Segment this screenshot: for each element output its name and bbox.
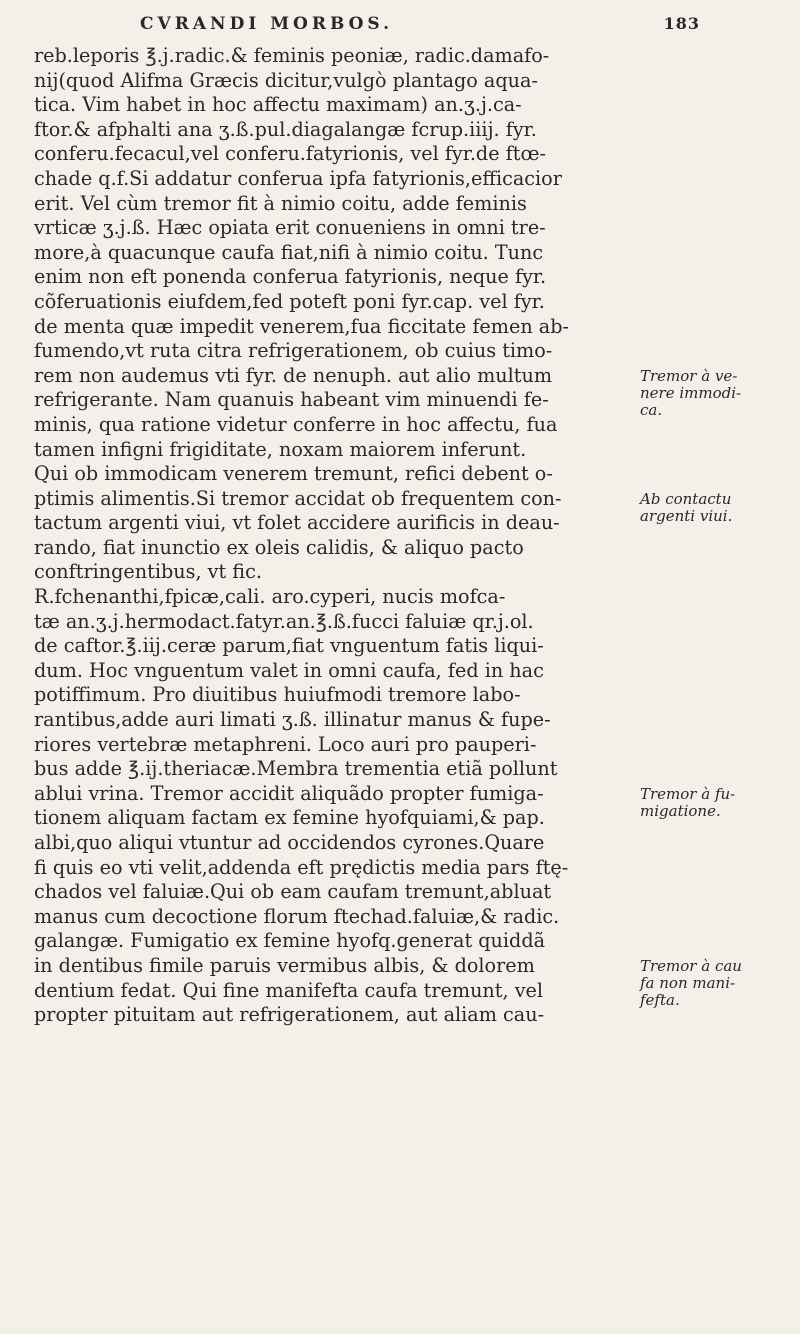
text-line: erit. Vel cùm tremor fit à nimio coitu, adde feminis [34,191,527,215]
marginal-note [640,491,800,525]
marginal-note-line: argenti viui. [640,506,733,525]
marginal-note-line: Tremor à ve- [640,366,738,385]
text-line: tactum argenti viui, vt folet accidere aurificis in deau- [34,511,560,535]
text-line: R.fchenanthi,fpicæ,cali. aro.cyperi, nucis mofca- [34,585,506,609]
text-line: bus adde ℥.ij.theriacæ.Membra trementia etiã pollunt [34,757,558,781]
marginal-note-line: Tremor à fu- [640,785,736,803]
text-line: enim non eft ponenda conferua fatyrionis, neque fyr. [34,265,547,289]
text-line: conftringentibus, vt fic. [34,560,262,584]
main-text-column [34,44,674,1028]
text-line: dum. Hoc vnguentum valet in omni caufa, fed in hac [34,658,544,682]
text-line: galangæ. Fumigatio ex femine hyofq.generat quiddã [34,929,546,953]
marginal-note [640,786,800,820]
marginal-note-line: fa non mani- [640,974,736,993]
text-line: tæ an.ʒ.j.hermodact.fatyr.an.℥.ß.fucci faluiæ qr.j.ol. [34,609,534,633]
text-line: riores vertebræ metaphreni. Loco auri pro pauperi- [34,732,537,756]
text-line: in dentibus fimile paruis vermibus albis, & dolorem [34,953,535,977]
text-line: chados vel faluiæ.Qui ob eam caufam tremunt,abluat [34,880,552,904]
text-line: chade q.f.Si addatur conferua ipfa fatyrionis,efficacior [34,166,562,190]
text-line: fumendo,vt ruta citra refrigerationem, ob cuius timo- [34,339,553,363]
text-line: conferu.fecacul,vel conferu.fatyrionis, vel fyr.de ftœ- [34,142,546,166]
text-line: dentium fedat. Qui fine manifefta caufa tremunt, vel [34,978,544,1002]
text-line: vrticæ ʒ.j.ß. Hæc opiata erit conueniens in omni tre- [34,216,546,240]
text-line: rando, fiat inunctio ex oleis calidis, & aliquo pacto [34,535,524,559]
text-line: ptimis alimentis.Si tremor accidat ob frequentem con- [34,486,562,510]
text-line: tamen infigni frigiditate, noxam maiorem inferunt. [34,437,527,461]
text-line: tica. Vim habet in hoc affectu maximam) an.ʒ.j.ca- [34,93,522,117]
text-line: nij(quod Alifma Græcis dicitur,vulgò plantago aqua- [34,68,538,92]
text-line: reb.leporis ℥.j.radic.& feminis peoniæ, radic.damafo- [34,44,550,67]
text-line: albi,quo aliqui vtuntur ad occidendos cyrones.Quare [34,831,545,854]
marginal-note-line: Ab contactu [640,489,732,508]
marginal-note-line: ca. [640,400,663,419]
text-line: rantibus,adde auri limati ʒ.ß. illinatur manus & fupe- [34,708,551,732]
text-line: de menta quæ impedit venerem,fua ficcitate femen ab- [34,314,570,338]
text-line: manus cum decoctione florum ftechad.faluiæ,& radic. [34,904,560,928]
running-header [140,14,700,34]
text-line: tionem aliquam factam ex femine hyofquiami,& pap. [34,806,545,830]
text-line: ablui vrina. Tremor accidit aliquãdo propter fumiga- [34,781,544,805]
text-line: refrigerante. Nam quanuis habeant vim minuendi fe- [34,388,549,412]
marginal-note-line: Tremor à cau [640,957,742,976]
marginal-note [640,368,800,419]
text-line: ftor.& afphalti ana ʒ.ß.pul.diagalangæ fcrup.iiij. fyr. [34,117,537,141]
text-line: potiffimum. Pro diuitibus huiufmodi tremore labo- [34,683,521,707]
text-line: de caftor.℥.iij.ceræ parum,fiat vnguentum fatis liqui- [34,634,544,658]
text-line: rem non audemus vti fyr. de nenuph. aut alio multum [34,363,553,387]
text-line: cõferuationis eiufdem,fed poteft poni fyr.cap. vel fyr. [34,289,545,313]
text-line: propter pituitam aut refrigerationem, aut aliam cau- [34,1003,545,1027]
marginal-note [640,958,800,1009]
marginal-note-line: fefta. [640,991,680,1010]
marginal-note-line: nere immodi- [640,383,742,402]
marginal-note-line: migatione. [640,802,721,820]
page-number: 183 [663,14,700,33]
text-line: more,à quacunque caufa fiat,nifi à nimio coitu. Tunc [34,240,544,264]
text-line: fi quis eo vti velit,addenda eft prędictis media pars ftę- [34,855,569,879]
running-title: CVRANDI MORBOS. [140,14,394,34]
text-line: minis, qua ratione videtur conferre in hoc affectu, fua [34,412,558,436]
text-line: Qui ob immodicam venerem tremunt, refici debent o- [34,462,553,486]
